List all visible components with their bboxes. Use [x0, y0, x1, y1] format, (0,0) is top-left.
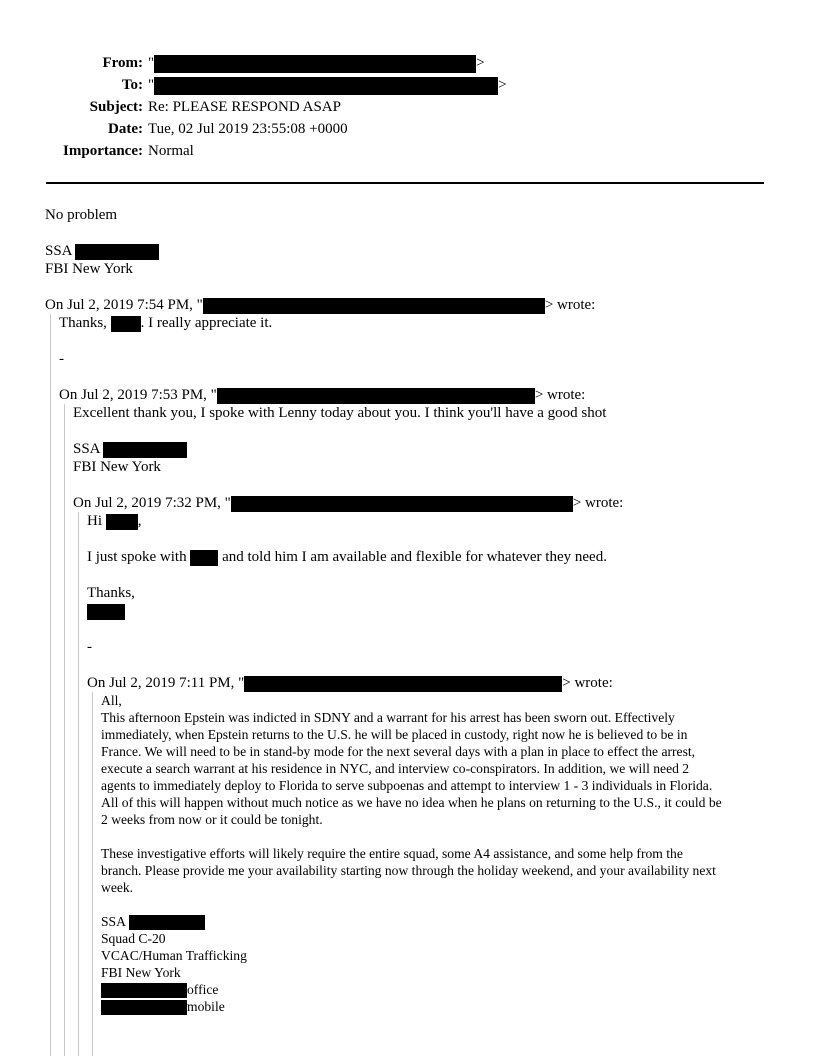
signature-ssa: SSA — [45, 242, 159, 260]
redaction — [87, 604, 125, 620]
quote-text: Thanks, . I really appreciate it. — [59, 315, 273, 331]
paragraph-line: execute a search warrant at his residence in NYC, and interview co-conspirators. In addition, we will need 2 — [101, 761, 690, 776]
redaction — [103, 442, 187, 458]
signature-squad: Squad C-20 — [101, 931, 166, 946]
quote-intro: On Jul 2, 2019 7:53 PM, " > wrote: — [59, 387, 586, 403]
paragraph-line: immediately, when Epstein returns to the U.S. he will be placed in custody, right now he is believed to be in — [101, 727, 688, 742]
quote-dash: - — [87, 639, 92, 655]
paragraph-line: These investigative efforts will likely require the entire squad, some A4 assistance, and some help from the — [101, 846, 683, 861]
redaction — [244, 676, 562, 692]
quote-bar — [50, 314, 51, 1056]
signature-office: FBI New York — [101, 965, 181, 980]
quote-thanks: Thanks, — [87, 585, 135, 601]
quote-text: I just spoke with and told him I am available and flexible for whatever they need. — [87, 549, 607, 565]
redaction — [106, 514, 138, 530]
redaction — [154, 77, 498, 95]
quote-bar — [64, 404, 65, 1056]
paragraph-line: branch. Please provide me your availability starting now through the holiday weekend, and your availability next — [101, 863, 716, 878]
signature-unit: VCAC/Human Trafficking — [101, 948, 247, 963]
redaction — [101, 983, 187, 998]
date-value: Tue, 02 Jul 2019 23:55:08 +0000 — [148, 121, 348, 137]
paragraph-line: 2 weeks from now or it could be tonight. — [101, 812, 323, 827]
signature-phone-mobile: mobile — [101, 998, 225, 1015]
quote-greeting: Hi , — [87, 513, 142, 529]
signature-ssa: SSA — [73, 440, 187, 458]
redaction — [203, 298, 545, 314]
signature-office: FBI New York — [73, 459, 161, 475]
date-label: Date: — [108, 121, 143, 137]
header-divider — [46, 182, 764, 184]
importance-label: Importance: — [63, 143, 143, 159]
quote-signature — [87, 602, 125, 620]
signature-phone-office: office — [101, 981, 218, 998]
quote-bar — [92, 692, 93, 1056]
redaction — [111, 316, 141, 332]
redaction — [217, 388, 535, 404]
redaction — [101, 1000, 187, 1015]
paragraph-line: All of this will happen without much notice as we have no idea when he plans on returning to the U.S., it could be — [101, 795, 722, 810]
quote-intro: On Jul 2, 2019 7:54 PM, " > wrote: — [45, 297, 596, 313]
redaction — [190, 550, 218, 566]
redaction — [231, 496, 573, 512]
paragraph-line: agents to immediately deploy to Florida to serve subpoenas and attempt to interview 1 - 3 individuals in Florida. — [101, 778, 713, 793]
paragraph-line: This afternoon Epstein was indicted in SDNY and a warrant for his arrest has been sworn out. Effectively — [101, 710, 675, 725]
reply-text: No problem — [45, 207, 118, 223]
from-value: " > — [148, 55, 485, 71]
quote-dash: - — [59, 351, 64, 367]
signature-ssa: SSA — [101, 913, 205, 930]
subject-value: Re: PLEASE RESPOND ASAP — [148, 99, 341, 115]
from-label: From: — [102, 55, 143, 71]
paragraph-line: week. — [101, 880, 134, 895]
quote-intro: On Jul 2, 2019 7:11 PM, " > wrote: — [87, 675, 613, 691]
redaction — [129, 915, 205, 930]
redaction — [75, 244, 159, 260]
quote-text: Excellent thank you, I spoke with Lenny today about you. I think you'll have a good shot — [73, 405, 607, 421]
to-value: " > — [148, 77, 507, 93]
redaction — [154, 55, 476, 73]
quote-bar — [78, 512, 79, 1056]
to-label: To: — [121, 77, 143, 93]
quote-greeting: All, — [101, 693, 122, 708]
quote-intro: On Jul 2, 2019 7:32 PM, " > wrote: — [73, 495, 624, 511]
importance-value: Normal — [148, 143, 194, 159]
subject-label: Subject: — [89, 99, 143, 115]
signature-office: FBI New York — [45, 261, 133, 277]
paragraph-line: France. We will need to be in stand-by mode for the next several days with a plan in place to effect the arrest, — [101, 744, 696, 759]
